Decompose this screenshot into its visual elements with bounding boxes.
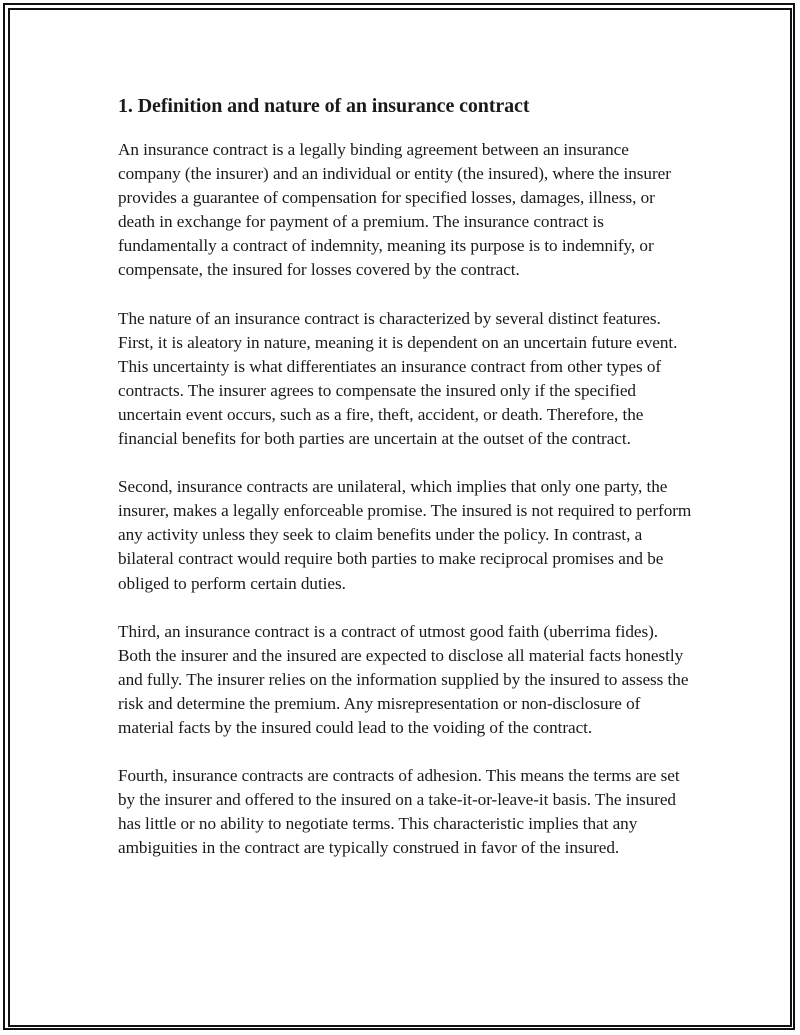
section-heading: 1. Definition and nature of an insurance contract (118, 95, 530, 117)
paragraph-definition: An insurance contract is a legally binding agreement between an insurance company (the insurer) and an individual or entity (the insured), where the insurer provides a guarantee of compensation for specified losses, damages, illness, or death in exchange for payment of a premium. The insurance contract is fundamentally a contract of indemnity, meaning its purpose is to indemnify, or compensate, the insured for losses covered by the contract. (118, 140, 671, 280)
paragraph-unilateral: Second, insurance contracts are unilateral, which implies that only one party, the insurer, makes a legally enforceable promise. The insured is not required to perform any activity unless they seek to claim benefits under the policy. In contrast, a bilateral contract would require both parties to make reciprocal promises and be obliged to perform certain duties. (118, 477, 692, 593)
paragraph-utmost-good-faith: Third, an insurance contract is a contract of utmost good faith (uberrima fides). Both the insurer and the insured are expected to disclose all material facts honestly and fully. The insurer relies on the information supplied by the insured to assess the risk and determine the premium. Any misrepresentation or non-disclosure of material facts by the insured could lead to the voiding of the contract. (118, 621, 689, 737)
paragraph-adhesion: Fourth, insurance contracts are contracts of adhesion. This means the terms are set by the insurer and offered to the insured on a take-it-or-leave-it basis. The insured has little or no ability to negotiate terms. This characteristic implies that any ambiguities in the contract are typically construed in favor of the insured. (118, 766, 680, 858)
paragraph-aleatory: The nature of an insurance contract is characterized by several distinct features. First, it is aleatory in nature, meaning it is dependent on an uncertain future event. This uncertainty is what differentiates an insurance contract from other types of contracts. The insurer agrees to compensate the insured only if the specified uncertain event occurs, such as a fire, theft, accident, or death. Therefore, the financial benefits for both parties are uncertain at the outset of the contract. (118, 308, 678, 449)
document-body (118, 93, 693, 884)
